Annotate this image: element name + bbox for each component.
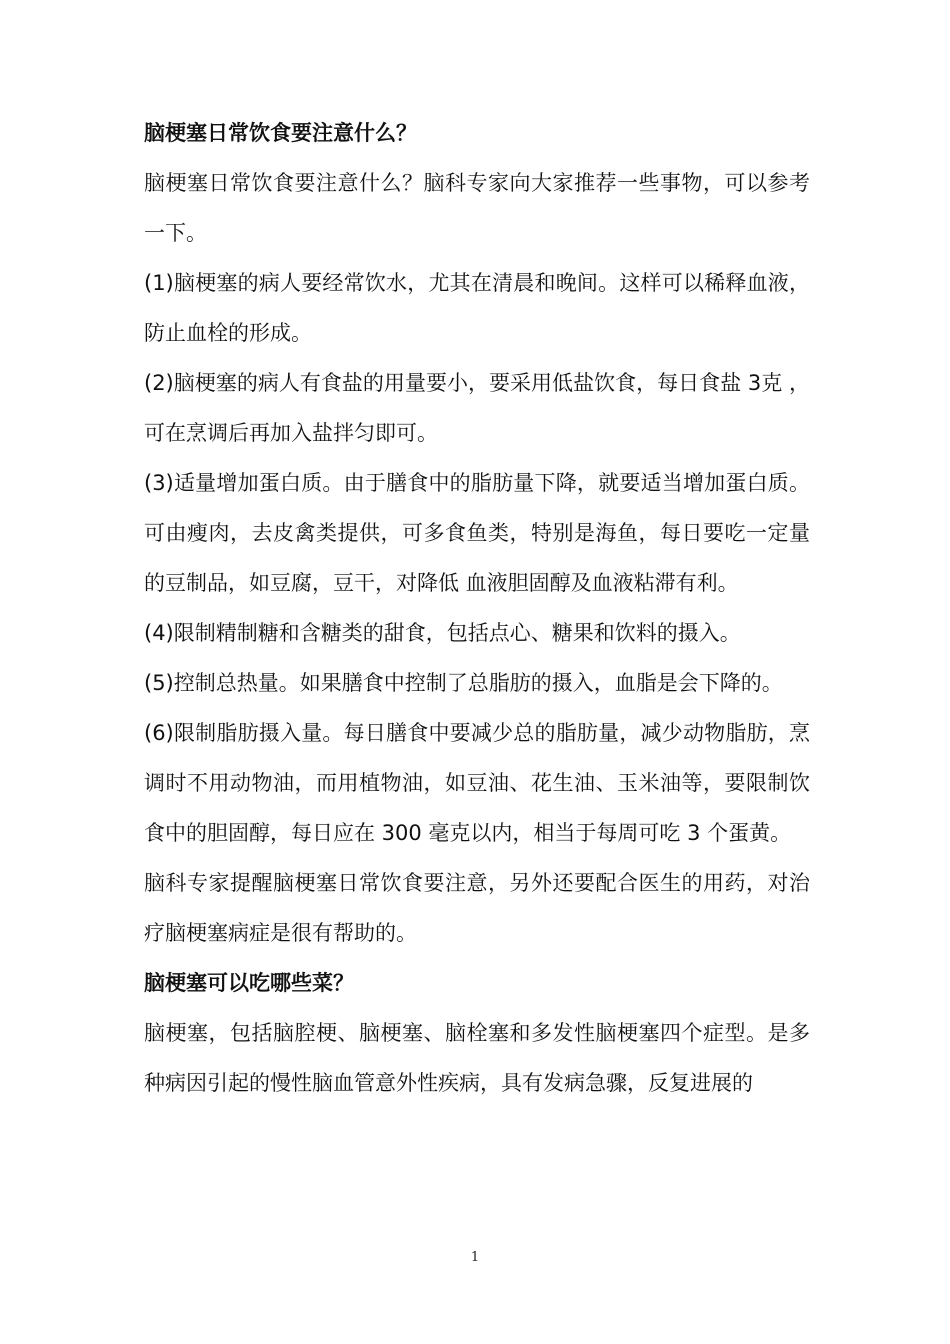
paragraph: (2)脑梗塞的病人有食盐的用量要小，要采用低盐饮食，每日食盐 3克 ，可在烹调后再加入盐拌匀即可。: [144, 371, 810, 445]
page-number: 1: [470, 1250, 480, 1265]
paragraph: 脑梗塞日常饮食要注意什么？脑科专家向大家推荐一些事物，可以参考一下。: [144, 171, 810, 245]
paragraph: 脑科专家提醒脑梗塞日常饮食要注意，另外还要配合医生的用药，对治疗脑梗塞病症是很有帮助的。: [144, 871, 810, 945]
paragraph: (6)限制脂肪摄入量。每日膳食中要减少总的脂肪量，减少动物脂肪，烹调时不用动物油，而用植物油，如豆油、花生油、玉米油等，要限制饮食中的胆固醇，每日应在 300 毫克以内，相当于每周可吃 3 个蛋黄。: [144, 721, 810, 845]
paragraph: 脑梗塞，包括脑腔梗、脑梗塞、脑栓塞和多发性脑梗塞四个症型。是多种病因引起的慢性脑血管意外性疾病，具有发病急骤，反复进展的: [144, 1021, 810, 1095]
paragraph: (1)脑梗塞的病人要经常饮水，尤其在清晨和晚间。这样可以稀释血液，防止血栓的形成。: [144, 271, 810, 345]
paragraph: (4)限制精制糖和含糖类的甜食，包括点心、糖果和饮料的摄入。: [144, 621, 741, 645]
paragraph: (3)适量增加蛋白质。由于膳食中的脂肪量下降，就要适当增加蛋白质。可由瘦肉，去皮禽类提供，可多食鱼类，特别是海鱼，每日要吃一定量的豆制品，如豆腐，豆干，对降低 血液胆固醇及血液粘滞有利。: [144, 471, 810, 595]
document-body: [144, 108, 810, 1108]
section-heading: 脑梗塞可以吃哪些菜？: [144, 971, 354, 995]
section-heading: 脑梗塞日常饮食要注意什么？: [144, 121, 417, 145]
paragraph: (5)控制总热量。如果膳食中控制了总脂肪的摄入，血脂是会下降的。: [144, 671, 783, 695]
